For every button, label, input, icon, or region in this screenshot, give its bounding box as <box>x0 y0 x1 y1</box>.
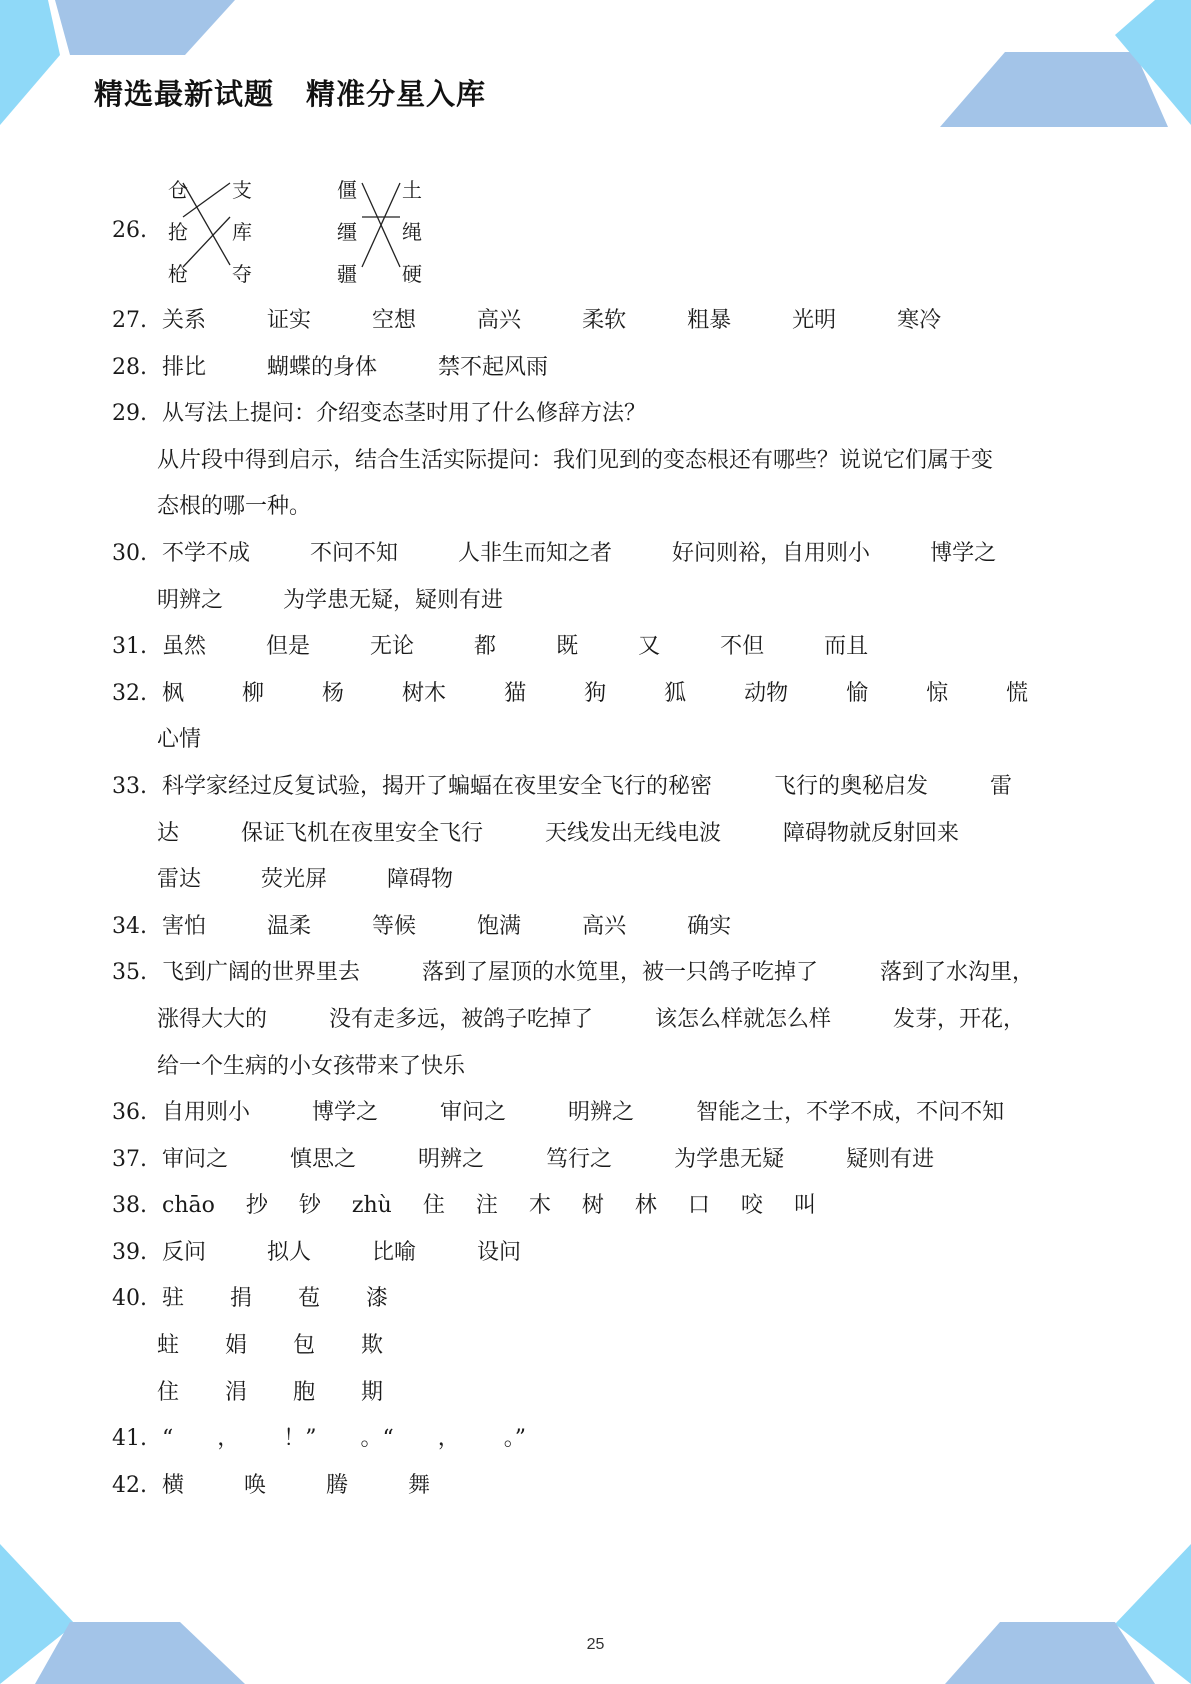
answer-word: 蛀 <box>157 1333 180 1359</box>
match-char: 仓 <box>168 178 188 202</box>
answer-word: 唤 <box>244 1472 267 1498</box>
question-number: 35. <box>112 960 147 986</box>
answer-word: 漆 <box>366 1286 389 1312</box>
answer-word: 设问 <box>477 1239 522 1265</box>
answer-word: 腾 <box>326 1472 349 1498</box>
answer-word: 科学家经过反复试验，揭开了蝙蝠在夜里安全飞行的秘密 <box>162 773 713 799</box>
page-header-title <box>94 72 486 113</box>
top-left-triangle <box>0 0 60 125</box>
answer-line <box>112 1421 1102 1468</box>
answer-word: 蝴蝶的身体 <box>267 354 378 380</box>
answer-word: 疑则有进 <box>846 1146 935 1172</box>
answer-line <box>112 489 1102 536</box>
match-char: 疆 <box>337 262 357 286</box>
answer-word: ！” <box>283 1426 317 1452</box>
answer-line <box>112 443 1102 490</box>
answer-word: 狗 <box>584 680 607 706</box>
answer-word: 又 <box>638 634 661 660</box>
answer-word: 欺 <box>361 1333 384 1359</box>
answer-line <box>112 955 1102 1002</box>
answer-word: 心情 <box>157 727 202 753</box>
answer-word: 胞 <box>293 1379 316 1405</box>
answer-word: 慌 <box>1006 680 1029 706</box>
answer-word: 涓 <box>225 1379 248 1405</box>
question-number: 27. <box>112 308 147 333</box>
answer-word: 障碍物 <box>387 867 454 893</box>
answer-word: 该怎么样就怎么样 <box>655 1006 832 1032</box>
question-number: 39. <box>112 1239 147 1265</box>
answer-word: 但是 <box>266 634 311 660</box>
answer-word: 为学患无疑 <box>674 1146 785 1172</box>
answer-word: 高兴 <box>582 913 627 939</box>
answer-word: 叫 <box>793 1193 816 1219</box>
answer-word: 苞 <box>298 1286 321 1312</box>
answer-word: 飞行的奥秘启发 <box>774 773 929 799</box>
answer-word: 饱满 <box>477 913 522 939</box>
answer-word: 博学之 <box>312 1100 379 1126</box>
answer-word: 发芽，开花， <box>893 1006 1026 1032</box>
answer-line <box>112 722 1102 769</box>
answer-line <box>112 350 1102 397</box>
answer-word: 证实 <box>267 308 312 333</box>
matching-lines-diagram <box>0 170 460 290</box>
match-char: 抢 <box>168 220 188 244</box>
answer-word: “ <box>162 1426 174 1452</box>
answer-line <box>112 909 1102 956</box>
answer-word: 。” <box>503 1426 527 1452</box>
answer-word: 明辨之 <box>157 587 224 613</box>
answer-line <box>112 1188 1102 1235</box>
answer-word: 树 <box>581 1193 604 1219</box>
header-title-part1: 精选最新试题 <box>94 77 275 111</box>
answer-line <box>112 629 1102 676</box>
answer-line <box>112 583 1102 630</box>
answer-word: 空想 <box>372 308 417 333</box>
answer-line <box>112 676 1102 723</box>
answer-word: 高兴 <box>477 308 522 333</box>
answer-word: 确实 <box>687 913 732 939</box>
answer-word: 不问不知 <box>310 540 399 566</box>
answer-word: 慎思之 <box>290 1146 357 1172</box>
answer-line <box>112 1281 1102 1328</box>
answer-word: 温柔 <box>267 913 312 939</box>
answer-word: 住 <box>157 1379 180 1405</box>
answer-word: 粗暴 <box>687 308 732 333</box>
answer-word: 从片段中得到启示，结合生活实际提问：我们见到的变态根还有哪些？说说它们属于变 <box>157 447 994 473</box>
answer-word: 落到了水沟里， <box>880 960 1035 986</box>
answer-word: 人非生而知之者 <box>458 540 613 566</box>
answer-word: 柔软 <box>582 308 627 333</box>
answer-word: 娟 <box>225 1333 248 1359</box>
match-line <box>183 183 230 217</box>
answer-word: 惊 <box>926 680 949 706</box>
answer-word: 树木 <box>402 680 447 706</box>
answer-word: 关系 <box>162 308 207 333</box>
answer-word: 给一个生病的小女孩带来了快乐 <box>157 1053 466 1079</box>
answer-word: 寒冷 <box>897 308 942 333</box>
answer-word: 害怕 <box>162 913 207 939</box>
top-left-trapezoid <box>55 0 235 55</box>
answer-word: 注 <box>475 1193 498 1219</box>
answer-word: 雷达 <box>157 867 202 893</box>
answer-word: 钞 <box>298 1193 321 1219</box>
answer-word: 舞 <box>408 1472 431 1498</box>
question-number: 36. <box>112 1100 147 1126</box>
question-number: 38. <box>112 1193 147 1219</box>
answer-word: 。“ <box>360 1426 394 1452</box>
answer-word: 涨得大大的 <box>157 1006 268 1032</box>
answer-line <box>112 1235 1102 1282</box>
answer-word: 审问之 <box>162 1146 229 1172</box>
match-char: 硬 <box>402 262 422 286</box>
match-char: 夺 <box>232 262 252 286</box>
match-char: 枪 <box>168 262 188 286</box>
answer-word: 都 <box>474 634 497 660</box>
answer-word: 智能之士，不学不成，不问不知 <box>696 1100 1005 1126</box>
answer-line <box>112 1095 1102 1142</box>
answer-word: 不学不成 <box>162 540 251 566</box>
answer-word: 捐 <box>230 1286 253 1312</box>
match-char: 土 <box>402 178 422 202</box>
answer-word: 虽然 <box>162 634 207 660</box>
answer-word: chāo <box>162 1193 215 1219</box>
answer-word: ， <box>437 1426 460 1452</box>
question-number: 40. <box>112 1286 147 1312</box>
answer-word: 无论 <box>370 634 415 660</box>
answer-word: 杨 <box>322 680 345 706</box>
question-number: 26. <box>112 218 147 243</box>
answer-word: 期 <box>361 1379 384 1405</box>
answer-word: 明辨之 <box>568 1100 635 1126</box>
answer-word: 猫 <box>504 680 527 706</box>
answer-word: 审问之 <box>440 1100 507 1126</box>
answer-word: 保证飞机在夜里安全飞行 <box>241 820 484 846</box>
answer-word: 博学之 <box>930 540 997 566</box>
answer-line <box>112 1468 1102 1515</box>
answer-word: 笃行之 <box>546 1146 613 1172</box>
answer-word: 落到了屋顶的水笕里，被一只鸽子吃掉了 <box>422 960 819 986</box>
answer-word: 抄 <box>245 1193 268 1219</box>
match-char: 绳 <box>402 220 422 244</box>
answer-line <box>112 1002 1102 1049</box>
answer-word: 拟人 <box>267 1239 312 1265</box>
answer-word: 既 <box>556 634 579 660</box>
answer-word: 禁不起风雨 <box>438 354 549 380</box>
answer-line <box>112 1049 1102 1096</box>
answer-line <box>112 1375 1102 1422</box>
answer-word: 柳 <box>242 680 265 706</box>
answer-word: 从写法上提问：介绍变态茎时用了什么修辞方法？ <box>162 401 647 427</box>
match-char: 僵 <box>337 178 357 202</box>
match-char: 支 <box>232 178 252 202</box>
answer-word: 愉 <box>846 680 869 706</box>
corner-decoration-bottom <box>0 1544 1191 1684</box>
question-number: 33. <box>112 773 147 799</box>
question-number: 30. <box>112 540 147 566</box>
answer-word: 没有走多远，被鸽子吃掉了 <box>329 1006 594 1032</box>
answer-word: 不但 <box>720 634 765 660</box>
answer-word: ， <box>217 1426 240 1452</box>
question-number: 31. <box>112 634 147 660</box>
answer-word: 反问 <box>162 1239 207 1265</box>
answer-line <box>112 816 1102 863</box>
answer-word: 狐 <box>664 680 687 706</box>
answer-word: 雷 <box>990 773 1013 799</box>
answer-word: 好问则裕，自用则小 <box>672 540 871 566</box>
answer-word: 天线发出无线电波 <box>545 820 722 846</box>
corner-decoration-top <box>0 0 1191 140</box>
answer-word: 等候 <box>372 913 417 939</box>
answer-word: 比喻 <box>372 1239 417 1265</box>
answer-line <box>112 536 1102 583</box>
answer-word: 而且 <box>824 634 869 660</box>
answer-word: 住 <box>422 1193 445 1219</box>
question-number: 34. <box>112 913 147 939</box>
answer-line <box>112 396 1102 443</box>
answer-word: 光明 <box>792 308 837 333</box>
answer-word: 明辨之 <box>418 1146 485 1172</box>
match-char: 库 <box>232 220 252 244</box>
answer-word: 口 <box>687 1193 710 1219</box>
answer-word: 枫 <box>162 680 185 706</box>
answer-line <box>112 862 1102 909</box>
answer-word: zhù <box>351 1193 392 1219</box>
answer-word: 排比 <box>162 354 207 380</box>
question-number: 32. <box>112 680 147 706</box>
question-number: 42. <box>112 1472 147 1498</box>
question-number: 28. <box>112 354 147 380</box>
answer-word: 木 <box>528 1193 551 1219</box>
question-number: 29. <box>112 401 147 427</box>
answer-word: 自用则小 <box>162 1100 251 1126</box>
answer-word: 飞到广阔的世界里去 <box>162 960 361 986</box>
answer-word: 包 <box>293 1333 316 1359</box>
answer-word: 动物 <box>744 680 789 706</box>
header-title-part2: 精准分星入库 <box>306 77 487 111</box>
question-number: 37. <box>112 1146 147 1172</box>
answer-line <box>112 1328 1102 1375</box>
match-char: 缰 <box>337 220 357 244</box>
top-right-trapezoid <box>940 52 1168 127</box>
answer-word: 态根的哪一种。 <box>157 494 312 520</box>
answer-word: 林 <box>634 1193 657 1219</box>
answer-word: 驻 <box>162 1286 185 1312</box>
answer-word: 荧光屏 <box>261 867 328 893</box>
answer-word: 咬 <box>740 1193 763 1219</box>
answer-line <box>112 1142 1102 1189</box>
answer-line <box>112 303 1102 350</box>
answer-list <box>112 303 1102 1514</box>
question-number: 41. <box>112 1426 147 1452</box>
answer-word: 达 <box>157 820 180 846</box>
answer-word: 障碍物就反射回来 <box>783 820 960 846</box>
answer-word: 为学患无疑，疑则有进 <box>283 587 504 613</box>
answer-word: 横 <box>162 1472 185 1498</box>
answer-line <box>112 769 1102 816</box>
page-number: 25 <box>586 1636 605 1653</box>
